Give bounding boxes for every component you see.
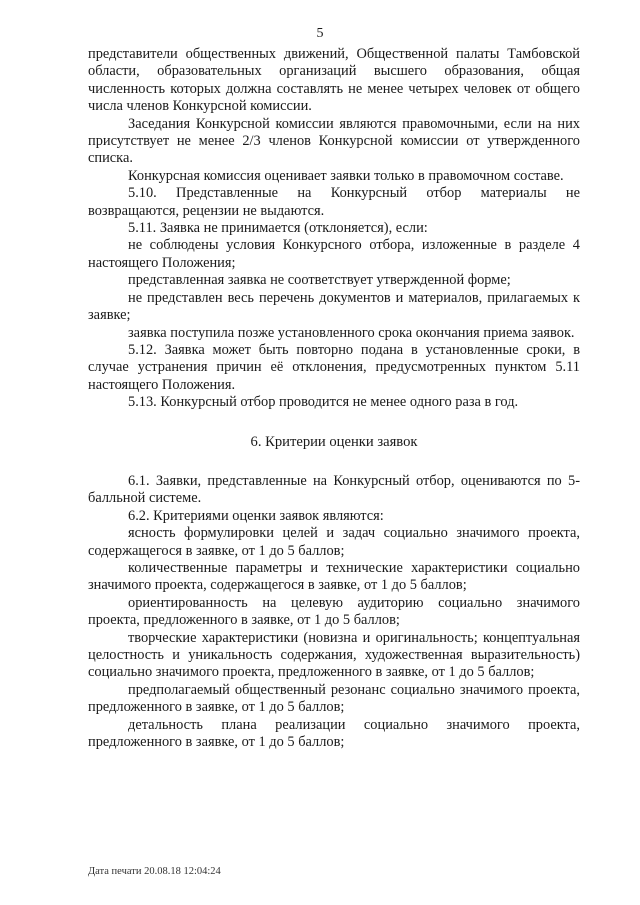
list-item: предполагаемый общественный резонанс социально значимого проекта, предложенного в заявке, от 1 до 5 баллов; [88,681,580,716]
list-item: ясность формулировки целей и задач социально значимого проекта, содержащегося в заявке, от 1 до 5 баллов; [88,525,580,559]
section-heading: 6. Критерии оценки заявок [250,433,418,450]
list-item: не представлен весь перечень документов и материалов, прилагаемых к заявке; [88,289,580,324]
paragraph: 5.13. Конкурсный отбор проводится не менее одного раза в год. [128,394,519,411]
paragraph: представители общественных движений, Общественной палаты Тамбовской области, образовательных организаций высшего образования, общая численность которых должна составлять не менее четырех человек от общего числа членов Конкурсной комиссии. [88,46,580,115]
list-item: ориентированность на целевую аудиторию социально значимого проекта, предложенного в заявке, от 1 до 5 баллов; [88,594,580,629]
list-item: не соблюдены условия Конкурсного отбора, изложенные в разделе 4 настоящего Положения; [88,237,580,271]
paragraph: 6.1. Заявки, представленные на Конкурсный отбор, оцениваются по 5-балльной системе. [88,472,580,507]
document-body [88,46,580,751]
print-date-footer: Дата печати 20.08.18 12:04:24 [88,866,221,877]
list-item: детальность плана реализации социально значимого проекта, предложенного в заявке, от 1 до 5 баллов; [88,716,580,751]
paragraph: 5.12. Заявка может быть повторно подана в установленные сроки, в случае устранения причин её отклонения, предусмотренных пунктом 5.11 настоящего Положения. [88,341,580,393]
paragraph: 5.10. Представленные на Конкурсный отбор материалы не возвращаются, рецензии не выдаются. [88,185,580,219]
page-number: 5 [316,26,324,41]
list-item: количественные параметры и технические характеристики социально значимого проекта, содержащегося в заявке, от 1 до 5 баллов; [88,559,580,594]
paragraph: 5.11. Заявка не принимается (отклоняется), если: [128,220,428,237]
paragraph: Конкурсная комиссия оценивает заявки только в правомочном составе. [128,167,564,184]
paragraph: 6.2. Критериями оценки заявок являются: [128,507,384,524]
paragraph: Заседания Конкурсной комиссии являются правомочными, если на них присутствует не менее 2/3 членов Конкурсной комиссии от утвержденного списка. [88,115,580,167]
list-item: представленная заявка не соответствует утвержденной форме; [128,272,511,289]
list-item: заявка поступила позже установленного срока окончания приема заявок. [128,324,575,341]
list-item: творческие характеристики (новизна и оригинальность; концептуальная целостность и уникальность содержания, художественная выразительность) социально значимого проекта, предложенного в заявке, от 1 до 5 баллов; [88,629,580,681]
